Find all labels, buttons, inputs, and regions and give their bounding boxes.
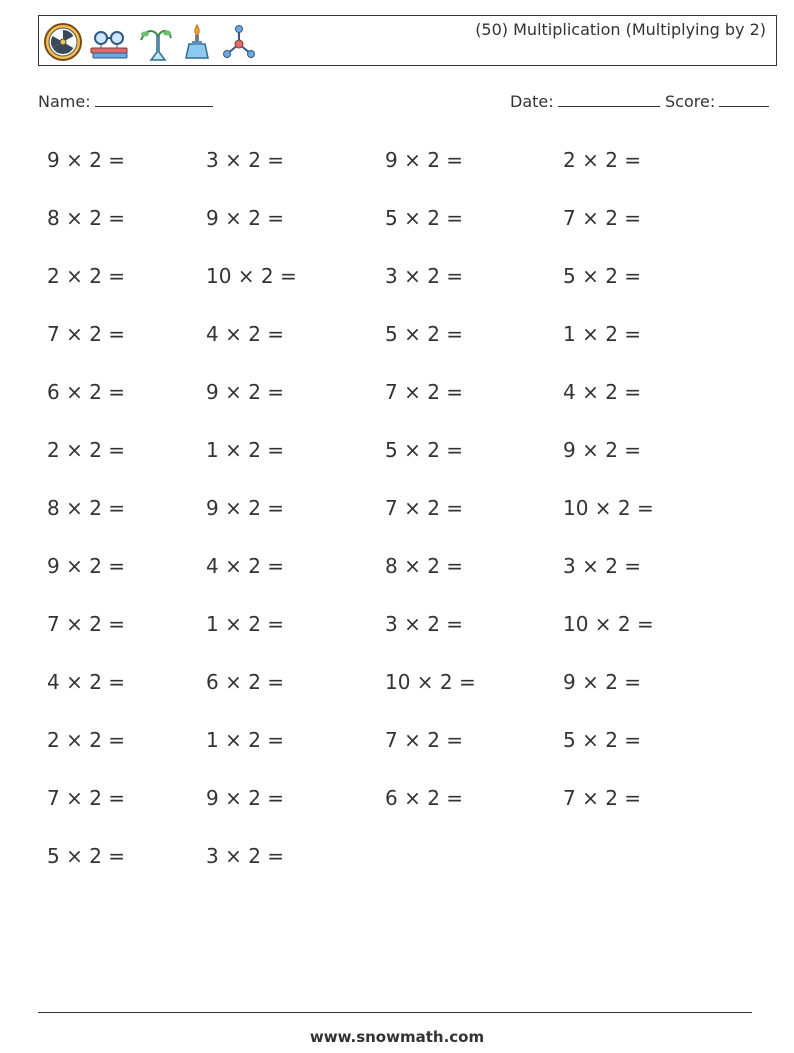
burner-icon [179,22,215,62]
problem-item: 9 × 2 = [206,496,285,520]
problem-item: 9 × 2 = [563,438,642,462]
score-label: Score: [665,92,716,111]
problem-item: 7 × 2 = [385,728,464,752]
problem-item: 5 × 2 = [563,728,642,752]
problem-item: 5 × 2 = [47,844,126,868]
problem-item: 8 × 2 = [47,496,126,520]
problem-item: 3 × 2 = [206,148,285,172]
header-icons [43,20,259,64]
problem-item: 9 × 2 = [206,206,285,230]
problem-item: 3 × 2 = [385,264,464,288]
problem-item: 5 × 2 = [385,438,464,462]
plant-flask-icon [135,22,175,62]
footer-url: www.snowmath.com [309,1028,485,1046]
problem-item: 7 × 2 = [563,206,642,230]
problem-item: 2 × 2 = [563,148,642,172]
worksheet-header [38,15,777,66]
problem-item: 4 × 2 = [206,554,285,578]
problem-item: 1 × 2 = [206,612,285,636]
radiation-icon [43,22,83,62]
problem-item: 3 × 2 = [563,554,642,578]
problem-item: 7 × 2 = [563,786,642,810]
molecule-icon [219,22,259,62]
name-blank[interactable] [95,92,213,107]
problem-item: 1 × 2 = [206,728,285,752]
score-field[interactable] [665,92,769,111]
problem-item: 3 × 2 = [385,612,464,636]
problem-item: 7 × 2 = [47,612,126,636]
goggles-books-icon [87,22,131,62]
worksheet-title: (50) Multiplication (Multiplying by 2) [475,20,766,39]
problem-item: 6 × 2 = [206,670,285,694]
problem-item: 6 × 2 = [385,786,464,810]
problem-item: 10 × 2 = [385,670,476,694]
problem-item: 9 × 2 = [206,380,285,404]
name-field[interactable] [38,92,213,111]
problem-item: 4 × 2 = [206,322,285,346]
problem-item: 4 × 2 = [47,670,126,694]
problem-item: 4 × 2 = [563,380,642,404]
name-label: Name: [38,92,91,111]
problem-item: 6 × 2 = [47,380,126,404]
date-field[interactable] [510,92,660,111]
problem-item: 9 × 2 = [385,148,464,172]
problem-item: 5 × 2 = [385,206,464,230]
problem-item: 7 × 2 = [385,496,464,520]
problem-item: 10 × 2 = [206,264,297,288]
problem-item: 9 × 2 = [563,670,642,694]
problem-item: 8 × 2 = [385,554,464,578]
problem-item: 8 × 2 = [47,206,126,230]
problem-item: 9 × 2 = [47,554,126,578]
problem-item: 1 × 2 = [563,322,642,346]
problem-item: 7 × 2 = [385,380,464,404]
problem-item: 10 × 2 = [563,496,654,520]
score-blank[interactable] [719,92,769,107]
footer-divider [38,1012,752,1013]
problem-item: 5 × 2 = [563,264,642,288]
problem-item: 7 × 2 = [47,322,126,346]
problem-item: 2 × 2 = [47,438,126,462]
problem-item: 2 × 2 = [47,264,126,288]
problem-item: 3 × 2 = [206,844,285,868]
problem-item: 1 × 2 = [206,438,285,462]
problem-item: 9 × 2 = [206,786,285,810]
problem-item: 5 × 2 = [385,322,464,346]
date-blank[interactable] [558,92,660,107]
problem-item: 2 × 2 = [47,728,126,752]
problem-item: 10 × 2 = [563,612,654,636]
problem-item: 9 × 2 = [47,148,126,172]
problem-item: 7 × 2 = [47,786,126,810]
date-label: Date: [510,92,554,111]
